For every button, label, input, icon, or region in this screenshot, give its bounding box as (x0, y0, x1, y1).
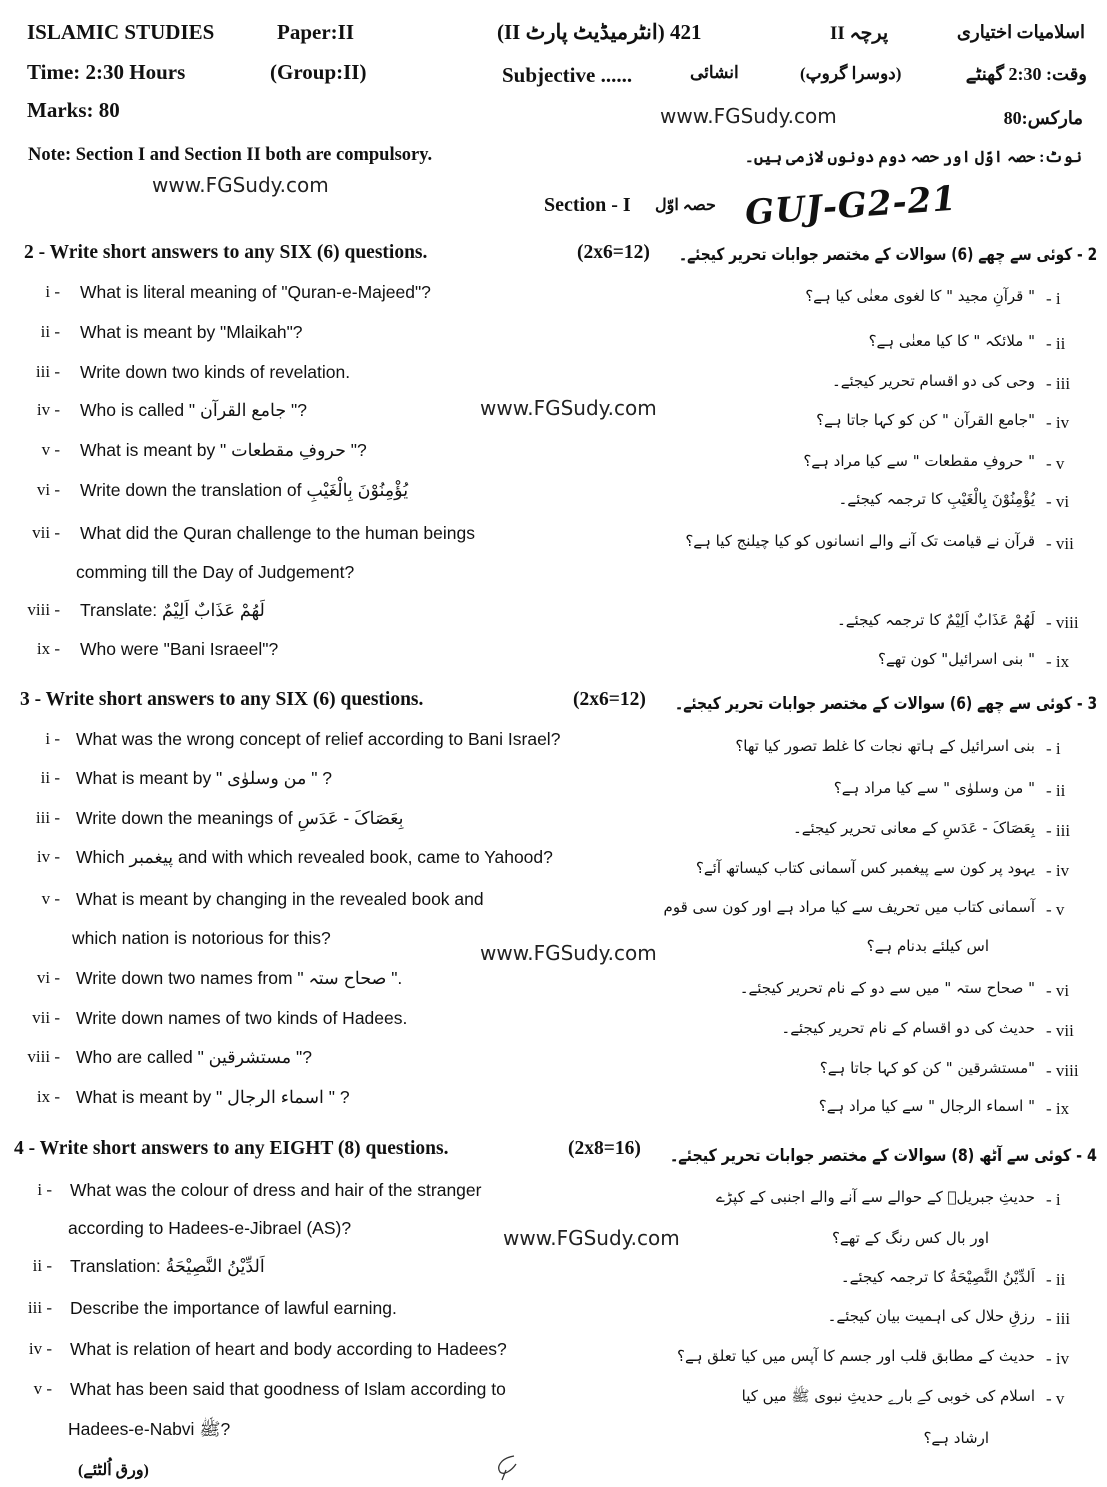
question-text-en: Who are called " مستشرقین "? (76, 1047, 312, 1067)
question-text-ur: اور بال کس رنگ کے تھے؟ (831, 1229, 989, 1247)
paper-code: 421 (انٹرمیڈیٹ پارٹ II) (497, 20, 702, 44)
item-number-en: iv - (36, 400, 60, 419)
question-text-en: What has been said that goodness of Islam according to (70, 1379, 506, 1399)
question-text-en: What was the colour of dress and hair of the stranger (70, 1180, 482, 1200)
item-number-ur: - iv (1046, 1349, 1070, 1368)
question-text-ur: حدیث کی دو اقسام کے نام تحریر کیجئے۔ (781, 1019, 1035, 1037)
item-number-ur: - v (1046, 1389, 1065, 1408)
item-number-en: vii - (32, 523, 60, 542)
question-heading-en: 3 - Write short answers to any SIX (6) questions. (20, 689, 424, 710)
item-number-ur: - i (1046, 289, 1061, 308)
watermark: www.FGSudy.com (660, 104, 837, 128)
handwritten-paper-code: GUJ-G2-21 (743, 178, 959, 234)
item-number-en: viii - (27, 1047, 60, 1066)
section-en: Section - I (544, 194, 631, 216)
item-number-en: vi - (36, 968, 60, 987)
item-number-ur: - v (1046, 454, 1065, 473)
question-text-ur: آسمانی کتاب میں تحریف سے کیا مراد ہے اور کون سی قوم (663, 898, 1035, 916)
question-text-ur: وحی کی دو اقسام تحریر کیجئے۔ (831, 372, 1035, 390)
item-number-en: ii - (32, 1256, 52, 1275)
question-text-en: Write down the translation of یُؤْمِنُوْنَ بِالْغَیْبِ (80, 480, 409, 500)
question-text-en: What is literal meaning of "Quran-e-Majeed"? (80, 282, 431, 302)
question-text-en: What is meant by changing in the revealed book and (76, 889, 484, 909)
marks-en: Marks: 80 (27, 98, 120, 122)
subject-en: ISLAMIC STUDIES (27, 20, 215, 44)
question-text-ur: یُؤْمِنُوْنَ بِالْغَیْبِ کا ترجمہ کیجئے۔ (838, 490, 1035, 508)
item-number-ur: - iv (1046, 413, 1070, 432)
item-number-en: ii - (40, 768, 60, 787)
item-number-ur: - ii (1046, 1270, 1066, 1289)
item-number-ur: - viii (1046, 1061, 1079, 1080)
item-number-ur: - iii (1046, 1309, 1071, 1328)
item-number-en: iv - (36, 847, 60, 866)
item-number-ur: - iv (1046, 861, 1070, 880)
question-text-ur: " بنی اسرائیل" کون تھے؟ (877, 650, 1035, 668)
question-text-ur: بِعَصَاکَ - عَدَسِ کے معانی تحریر کیجئے۔ (792, 819, 1035, 837)
item-number-en: ix - (36, 1087, 60, 1106)
watermark: www.FGSudy.com (480, 941, 657, 965)
question-text-en: What is meant by " من وسلوٰی " ? (76, 768, 333, 788)
question-text-en: What is meant by "Mlaikah"? (80, 322, 303, 342)
question-text-ur: " من وسلوٰی " سے کیا مراد ہے؟ (833, 779, 1035, 797)
item-number-ur: - i (1046, 739, 1061, 758)
question-text-ur: ارشاد ہے؟ (923, 1429, 989, 1447)
question-heading-en: 2 - Write short answers to any SIX (6) questions. (24, 242, 428, 263)
question-text-ur: اس کیلئے بدنام ہے؟ (866, 937, 989, 955)
question-text-en: Who were "Bani Israeel"? (80, 639, 279, 659)
question-text-ur: اسلام کی خوبی کے بارے حدیثِ نبوی ﷺ میں کیا (741, 1387, 1035, 1405)
item-number-en: iv - (28, 1339, 52, 1358)
question-text-en: Write down two names from " صحاح ستہ ". (76, 968, 403, 988)
question-text-ur: حدیث کے مطابق قلب اور جسم کا آپس میں کیا تعلق ہے؟ (676, 1347, 1035, 1365)
question-text-en: What was the wrong concept of relief according to Bani Israel? (76, 729, 561, 749)
question-text-en: What is meant by " حروفِ مقطعات "? (80, 440, 367, 460)
question-text-ur: " حروفِ مقطعات " سے کیا مراد ہے؟ (803, 452, 1035, 470)
watermark: www.FGSudy.com (480, 396, 657, 420)
item-number-en: vii - (32, 1008, 60, 1027)
item-number-ur: - i (1046, 1190, 1061, 1209)
question-text-ur: یہود پر کون سے پیغمبر کس آسمانی کتاب کیساتھ آئے؟ (695, 859, 1035, 877)
question-marks: (2x6=12) (577, 242, 650, 263)
question-text-en: Translate: لَهُمْ عَذَابٌ اَلِیْمٌ (80, 600, 265, 620)
question-text-en: What is meant by " اسماء الرجال " ? (76, 1087, 350, 1107)
item-number-ur: - ix (1046, 652, 1070, 671)
item-number-en: vi - (36, 480, 60, 499)
item-number-en: iii - (35, 808, 60, 827)
question-text-en: Write down names of two kinds of Hadees. (76, 1008, 408, 1028)
question-text-ur: حدیثِ جبریلؑ کے حوالے سے آنے والے اجنبی کے کپڑے (716, 1188, 1035, 1206)
type-ur: انشائی (690, 63, 739, 82)
question-text-en: which nation is notorious for this? (72, 928, 331, 948)
item-number-ur: - viii (1046, 613, 1079, 632)
question-heading-ur: 3 - کوئی سے چھے (6) سوالات کے مختصر جوابات تحریر کیجئے۔ (674, 694, 1097, 714)
item-number-en: ix - (36, 639, 60, 658)
subject-ur: اسلامیات اختیاری (956, 22, 1085, 42)
watermark: www.FGSudy.com (503, 1226, 680, 1250)
item-number-ur: - vi (1046, 492, 1070, 511)
question-text-ur: قرآن نے قیامت تک آنے والے انسانوں کو کیا چیلنج کیا ہے؟ (685, 532, 1035, 550)
question-heading-en: 4 - Write short answers to any EIGHT (8) questions. (14, 1138, 449, 1159)
question-text-en: Write down two kinds of revelation. (80, 362, 351, 382)
question-text-ur: اَلدِّیْنُ النَّصِیْحَةُ کا ترجمہ کیجئے۔ (840, 1268, 1035, 1286)
question-text-ur: رزقِ حلال کی اہمیت بیان کیجئے۔ (827, 1307, 1035, 1325)
question-text-en: Describe the importance of lawful earning. (70, 1298, 397, 1318)
paper-ur: پرچہ II (830, 23, 889, 44)
question-text-en: comming till the Day of Judgement? (76, 562, 355, 582)
question-text-ur: "مستشرقین " کن کو کہا جاتا ہے؟ (819, 1059, 1035, 1077)
question-marks: (2x8=16) (568, 1138, 641, 1159)
item-number-en: ii - (40, 322, 60, 341)
item-number-ur: - vii (1046, 534, 1074, 553)
paper-en: Paper:II (277, 20, 354, 44)
item-number-en: v - (41, 889, 60, 908)
section-ur: حصہ اوّل (655, 197, 716, 214)
item-number-ur: - iii (1046, 821, 1071, 840)
time-en: Time: 2:30 Hours (27, 60, 186, 84)
item-number-en: v - (33, 1379, 52, 1398)
question-text-en: What did the Quran challenge to the human beings (80, 523, 475, 543)
item-number-ur: - iii (1046, 374, 1071, 393)
note-en: Note: Section I and Section II both are compulsory. (28, 145, 433, 165)
question-text-ur: بنی اسرائیل کے ہاتھ نجات کا غلط تصور کیا تھا؟ (735, 737, 1035, 755)
item-number-en: v - (41, 440, 60, 459)
question-marks: (2x6=12) (573, 689, 646, 710)
question-heading-ur: 2 - کوئی سے چھے (6) سوالات کے مختصر جوابات تحریر کیجئے۔ (678, 245, 1097, 265)
question-text-ur: " قرآنِ مجید " کا لغوی معنٰی کیا ہے؟ (805, 287, 1035, 305)
signature-scribble (492, 1452, 522, 1482)
item-number-ur: - vii (1046, 1021, 1074, 1040)
question-text-en: Translation: اَلدِّیْنُ النَّصِیْحَةُ (70, 1256, 265, 1276)
item-number-ur: - ii (1046, 334, 1066, 353)
question-text-ur: لَهُمْ عَذَابٌ اَلِیْمٌ کا ترجمہ کیجئے۔ (836, 611, 1035, 629)
question-text-en: according to Hadees-e-Jibrael (AS)? (68, 1218, 352, 1238)
question-text-ur: "جامع القرآن " کن کو کہا جاتا ہے؟ (816, 411, 1035, 429)
item-number-ur: - ii (1046, 781, 1066, 800)
question-text-ur: " اسماء الرجال " سے کیا مراد ہے؟ (818, 1097, 1035, 1115)
item-number-en: iii - (27, 1298, 52, 1317)
note-ur: نوٹ: حصہ اوّل اور حصہ دوم دونوں لازمی ہیں۔ (744, 149, 1082, 166)
question-text-en: Who is called " جامع القرآن "? (80, 400, 307, 420)
item-number-en: i - (45, 729, 60, 748)
item-number-ur: - v (1046, 900, 1065, 919)
watermark: www.FGSudy.com (152, 173, 329, 197)
turn-over-note: (ورق اُلٹئے) (78, 1462, 149, 1479)
group-ur: (دوسرا گروپ) (800, 64, 902, 83)
question-text-ur: " صحاح ستہ " میں سے دو کے نام تحریر کیجئے۔ (739, 979, 1035, 997)
item-number-en: iii - (35, 362, 60, 381)
item-number-ur: - vi (1046, 981, 1070, 1000)
item-number-en: viii - (27, 600, 60, 619)
item-number-ur: - ix (1046, 1099, 1070, 1118)
question-text-en: What is relation of heart and body according to Hadees? (70, 1339, 507, 1359)
question-heading-ur: 4 - کوئی سے آٹھ (8) سوالات کے مختصر جوابات تحریر کیجئے۔ (670, 1146, 1097, 1166)
item-number-en: i - (37, 1180, 52, 1199)
question-text-en: Which پیغمبر and with which revealed book, came to Yahood? (76, 847, 553, 867)
question-text-ur: " ملائکہ " کا کیا معنٰی ہے؟ (868, 332, 1035, 350)
time-ur: وقت: 2:30 گھنٹے (965, 64, 1087, 84)
item-number-en: i - (45, 282, 60, 301)
question-text-en: Write down the meanings of بِعَصَاکَ - عَدَسِ (76, 808, 404, 828)
marks-ur: مارکس:80 (1003, 108, 1083, 128)
group-en: (Group:II) (270, 60, 367, 84)
question-text-en: Hadees-e-Nabvi ﷺ? (68, 1419, 231, 1439)
type-en: Subjective ...... (502, 63, 633, 87)
